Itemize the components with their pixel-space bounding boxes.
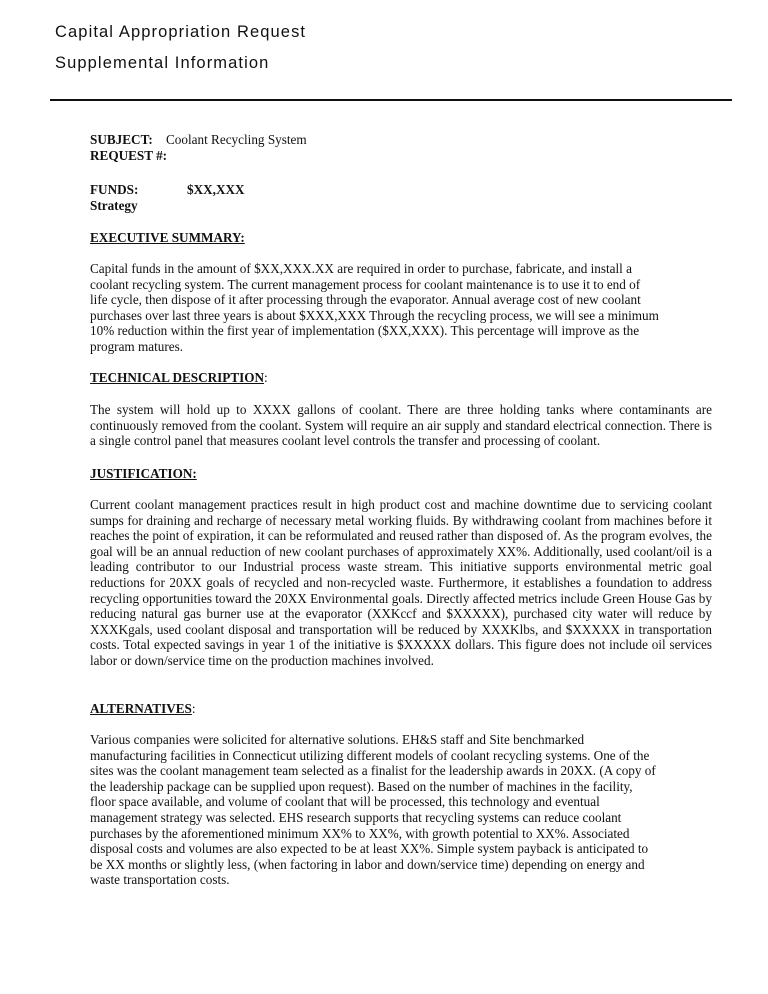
document-title: Capital Appropriation Request — [55, 23, 307, 41]
request-number-label: REQUEST #: — [90, 148, 168, 163]
alternatives-line: Various companies were solicited for alternative solutions. EH&S staff and Site benchmarked — [90, 732, 585, 747]
subject-label: SUBJECT: — [90, 132, 153, 147]
alternatives-heading: ALTERNATIVES — [90, 701, 192, 716]
alternatives-line: purchases by the aforementioned minimum XX% to XX%, with growth potential to XX%. Associated — [90, 825, 630, 841]
subject-value: Coolant Recycling System — [166, 132, 307, 147]
executive-summary-line: Capital funds in the amount of $XX,XXX.XX are required in order to purchase, fabricate, and install a — [90, 261, 632, 276]
alternatives-line: disposal costs and volumes are also expected to be at least XX%. Simple system payback is anticipated to — [90, 841, 649, 857]
funds-value: $XX,XXX — [187, 182, 245, 197]
technical-description-heading: TECHNICAL DESCRIPTION — [90, 370, 265, 385]
heading-colon: : — [191, 701, 196, 716]
alternatives-line: manufacturing facilities in Connecticut utilizing different models of coolant recycling systems. One of the — [90, 747, 650, 763]
technical-description-heading-row — [90, 370, 712, 386]
alternatives-line: sites was the coolant management team selected as a finalist for the leadership awards in 20XX. (A copy of — [90, 763, 656, 779]
heading-colon: : — [264, 370, 268, 385]
justification-paragraph: Current coolant management practices result in high product cost and machine downtime due to servicing coolant sumps for draining and recharge of necessary metal working fluids. By withdrawing coolant from machines before it reaches the point of expiration, it can be reformulated and reused rather than disposed of. As the program evolves, the goal will be an annual reduction of new coolant purchases of approximately XX%. Additionally, used coolant/oil is a leading contributor to our Industrial process waste stream. This initiative supports environmental metric goal reductions for 20XX goals of recycled and non-recycled waste. Furthermore, it establishes a foundation to address recycling opportunities toward the 20XX Environmental goals. Directly affected metrics include Green House Gas by reducing natural gas burner use at the evaporator (XXKccf and $XXXXX), purchased city water will reduce by XXXKgals, used coolant disposal and transportation will be reduced by XXXKlbs, and $XXXXX in transportation costs. Total expected savings in year 1 of the initiative is $XXXXX dollars. This figure does not include oil services labor or down/service time on the production machines involved. — [90, 497, 712, 668]
subject-row — [90, 132, 712, 148]
alternatives-line: floor space available, and volume of coolant that will be processed, this technology and eventual — [90, 794, 600, 810]
alternatives-line: waste transportation costs. — [90, 872, 230, 888]
technical-description-paragraph: The system will hold up to XXXX gallons of coolant. There are three holding tanks where contaminants are continuously removed from the coolant. System will require an air supply and standard electrical connection. There is a single control panel that measures coolant level controls the transfer and processing of coolant. — [90, 402, 712, 449]
executive-summary-paragraph — [90, 261, 712, 355]
funds-label: FUNDS: — [90, 182, 139, 197]
funds-row — [90, 182, 712, 198]
executive-summary-heading: EXECUTIVE SUMMARY: — [90, 230, 245, 245]
executive-summary-line: program matures. — [90, 338, 184, 354]
alternatives-line: management strategy was selected. EHS research supports that recycling systems can reduce coolant — [90, 809, 622, 825]
alternatives-line: be XX months or slightly less, (when factoring in labor and down/service time) depending on energy and — [90, 856, 645, 872]
alternatives-heading-row — [90, 701, 712, 717]
strategy-label: Strategy — [90, 198, 138, 213]
justification-heading: JUSTIFICATION: — [90, 466, 197, 481]
header-divider — [50, 99, 732, 101]
executive-summary-line: purchases over last three years is about $XXX,XXX Through the recycling process, we will see a minimum — [90, 307, 659, 323]
document-subtitle: Supplemental Information — [55, 54, 270, 72]
executive-summary-line: life cycle, then dispose of it after processing through the evaporator. Annual average cost of new coolant — [90, 292, 641, 308]
executive-summary-line: coolant recycling system. The current management process for coolant maintenance is to use it to end of — [90, 276, 641, 292]
executive-summary-line: 10% reduction within the first year of implementation ($XX,XXX). This percentage will improve as the — [90, 323, 640, 339]
alternatives-line: the leadership package can be supplied upon request). Based on the number of machines in the facility, — [90, 778, 633, 794]
alternatives-paragraph — [90, 732, 712, 888]
